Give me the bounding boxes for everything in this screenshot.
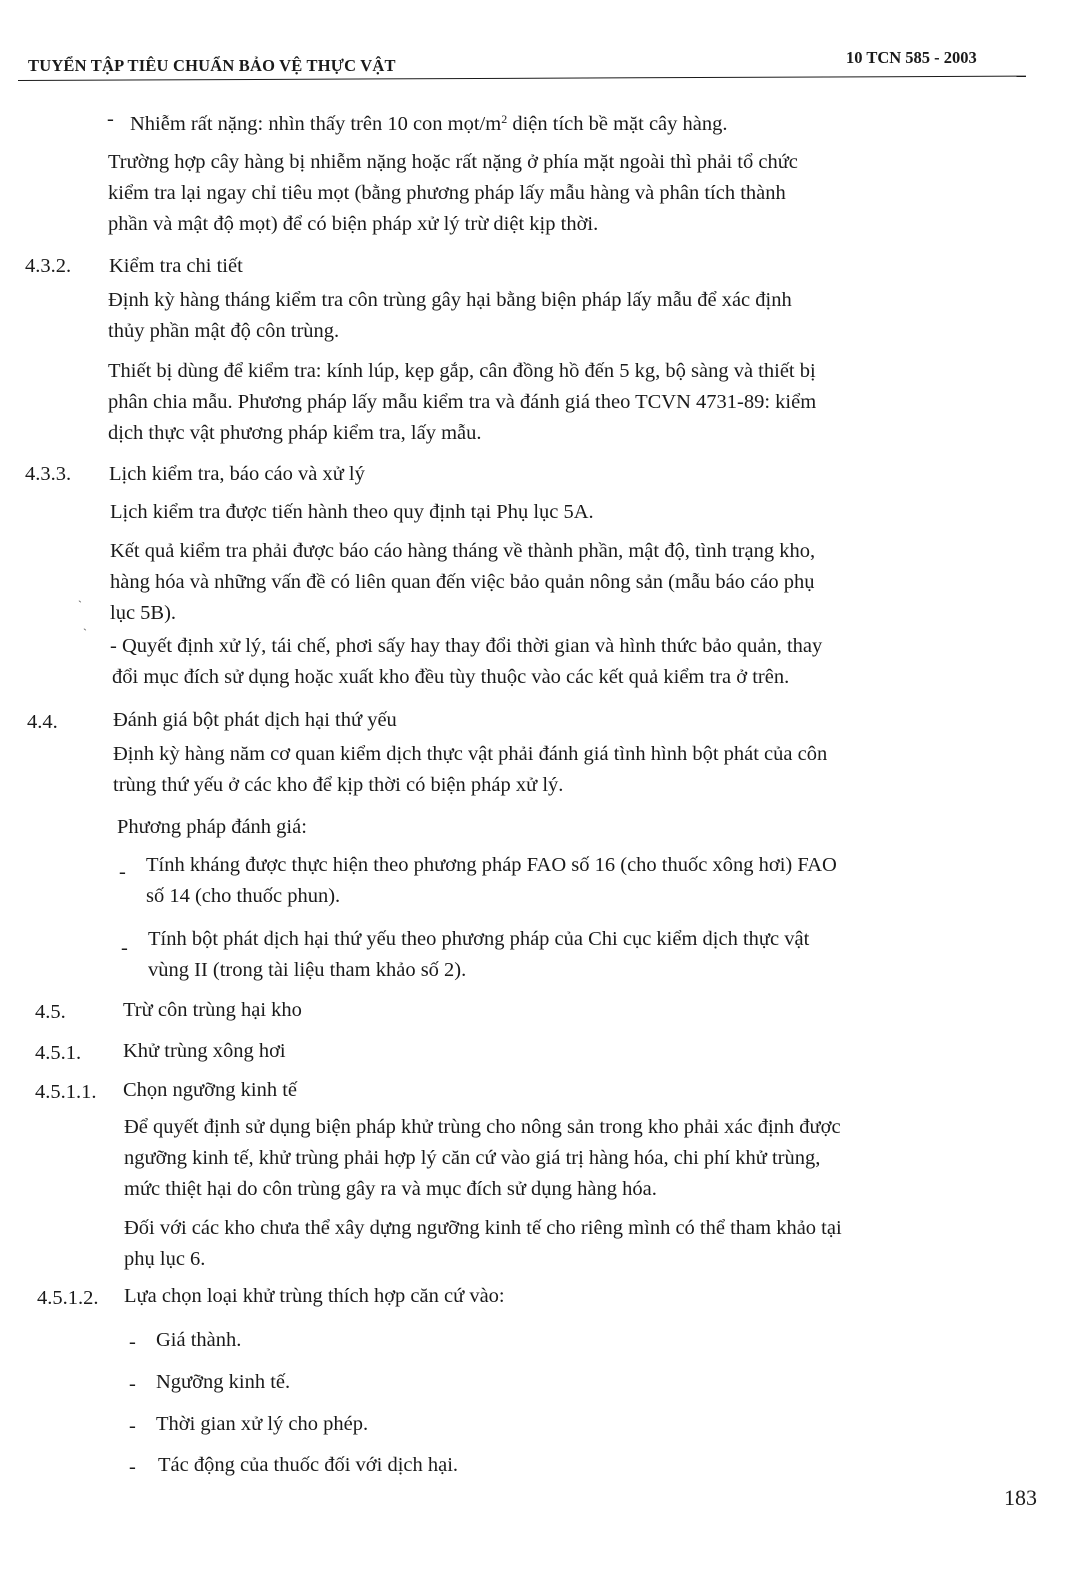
bullet-line: vùng II (trong tài liệu tham khảo số 2).: [148, 959, 467, 981]
bullet-dash: -: [121, 937, 128, 959]
section-number: 4.5.1.: [35, 1042, 82, 1064]
section-number: 4.3.2.: [25, 255, 72, 277]
section-number: 4.4.: [27, 711, 58, 733]
running-header-standard-code: 10 TCN 585 - 2003: [846, 48, 977, 67]
paragraph-line: Lịch kiểm tra được tiến hành theo quy định tại Phụ lục 5A.: [110, 501, 594, 523]
list-dash: -: [129, 1331, 136, 1353]
bullet-line: Tính kháng được thực hiện theo phương pháp FAO số 16 (cho thuốc xông hơi) FAO: [146, 854, 837, 876]
section-title: Lựa chọn loại khử trùng thích hợp căn cứ vào:: [124, 1285, 505, 1307]
paragraph-line: phần và mật độ mọt) để có biện pháp xử lý trừ diệt kịp thời.: [108, 213, 599, 235]
section-title: Lịch kiểm tra, báo cáo và xử lý: [109, 463, 365, 485]
list-dash: -: [129, 1373, 136, 1395]
paragraph-line: mức thiệt hại do côn trùng gây ra và mục đích sử dụng hàng hóa.: [124, 1178, 657, 1200]
section-number: 4.5.1.2.: [37, 1287, 99, 1309]
paragraph-line: ngưỡng kinh tế, khử trùng phải hợp lý căn cứ vào giá trị hàng hóa, chi phí khử trùng,: [124, 1147, 821, 1169]
section-title: Trừ côn trùng hại kho: [123, 999, 302, 1021]
bullet-text: diện tích bề mặt cây hàng.: [507, 113, 728, 135]
bullet-line: Tính bột phát dịch hại thứ yếu theo phương pháp của Chi cục kiểm dịch thực vật: [148, 928, 810, 950]
scan-speck: ˋ: [78, 598, 82, 612]
section-title: Khử trùng xông hơi: [123, 1040, 286, 1062]
paragraph-line: Kết quả kiểm tra phải được báo cáo hàng tháng về thành phần, mật độ, tình trạng kho,: [110, 540, 816, 562]
paragraph-line: kiểm tra lại ngay chỉ tiêu mọt (bằng phương pháp lấy mẫu hàng và phân tích thành: [108, 182, 786, 204]
page-number: 183: [1004, 1485, 1037, 1510]
paragraph-line: Phương pháp đánh giá:: [117, 816, 307, 838]
paragraph-line: Đối với các kho chưa thể xây dựng ngưỡng kinh tế cho riêng mình có thể tham khảo tại: [124, 1217, 842, 1239]
paragraph-line: Để quyết định sử dụng biện pháp khử trùng cho nông sản trong kho phải xác định được: [124, 1116, 841, 1138]
bullet-heavy-infestation: [130, 104, 728, 140]
paragraph-line: hàng hóa và những vấn đề có liên quan đến việc bảo quản nông sản (mẫu báo cáo phụ: [110, 571, 815, 593]
list-dash: -: [129, 1415, 136, 1437]
superscript: 2: [501, 112, 508, 126]
list-dash: -: [129, 1456, 136, 1478]
running-header-title: TUYỂN TẬP TIÊU CHUẨN BẢO VỆ THỰC VẬT: [28, 56, 396, 75]
bullet-text: Nhiễm rất nặng: nhìn thấy trên 10 con mọt/m: [130, 113, 502, 135]
paragraph-line: Định kỳ hàng tháng kiểm tra côn trùng gây hại bằng biện pháp lấy mẫu để xác định: [108, 289, 792, 311]
paragraph-line: Thiết bị dùng để kiểm tra: kính lúp, kẹp gắp, cân đồng hồ đến 5 kg, bộ sàng và thiết bị: [108, 360, 816, 382]
section-title: Chọn ngưỡng kinh tế: [123, 1079, 297, 1101]
section-number: 4.5.1.1.: [35, 1081, 97, 1103]
paragraph-line: phân chia mẫu. Phương pháp lấy mẫu kiểm tra và đánh giá theo TCVN 4731-89: kiểm: [108, 391, 817, 413]
bullet-dash: -: [107, 108, 114, 130]
list-item-time: Thời gian xử lý cho phép.: [156, 1413, 369, 1435]
scan-speck: ˋ: [83, 626, 87, 640]
paragraph-line: - Quyết định xử lý, tái chế, phơi sấy hay thay đổi thời gian và hình thức bảo quản, thay: [110, 635, 823, 657]
section-number: 4.5.: [35, 1001, 66, 1023]
bullet-line: số 14 (cho thuốc phun).: [146, 885, 341, 907]
paragraph-line: thủy phần mật độ côn trùng.: [108, 320, 340, 342]
list-item-effect: Tác động của thuốc đối với dịch hại.: [158, 1454, 459, 1476]
paragraph-line: Định kỳ hàng năm cơ quan kiểm dịch thực vật phải đánh giá tình hình bột phát của côn: [113, 743, 828, 765]
list-item-price: Giá thành.: [156, 1329, 242, 1351]
paragraph-line: đổi mục đích sử dụng hoặc xuất kho đều tùy thuộc vào các kết quả kiểm tra ở trên.: [112, 666, 790, 688]
paragraph-line: trùng thứ yếu ở các kho để kịp thời có biện pháp xử lý.: [113, 774, 564, 796]
bullet-dash: -: [119, 861, 126, 883]
paragraph-line: lục 5B).: [110, 602, 177, 624]
section-title: Kiểm tra chi tiết: [109, 255, 243, 277]
list-item-threshold: Ngưỡng kinh tế.: [156, 1371, 291, 1393]
paragraph-line: dịch thực vật phương pháp kiểm tra, lấy mẫu.: [108, 422, 482, 444]
paragraph-line: Trường hợp cây hàng bị nhiễm nặng hoặc rất nặng ở phía mặt ngoài thì phải tổ chức: [108, 151, 798, 173]
paragraph-line: phụ lục 6.: [124, 1248, 206, 1270]
header-rule: [18, 76, 1026, 81]
section-title: Đánh giá bột phát dịch hại thứ yếu: [113, 709, 397, 731]
section-number: 4.3.3.: [25, 463, 72, 485]
